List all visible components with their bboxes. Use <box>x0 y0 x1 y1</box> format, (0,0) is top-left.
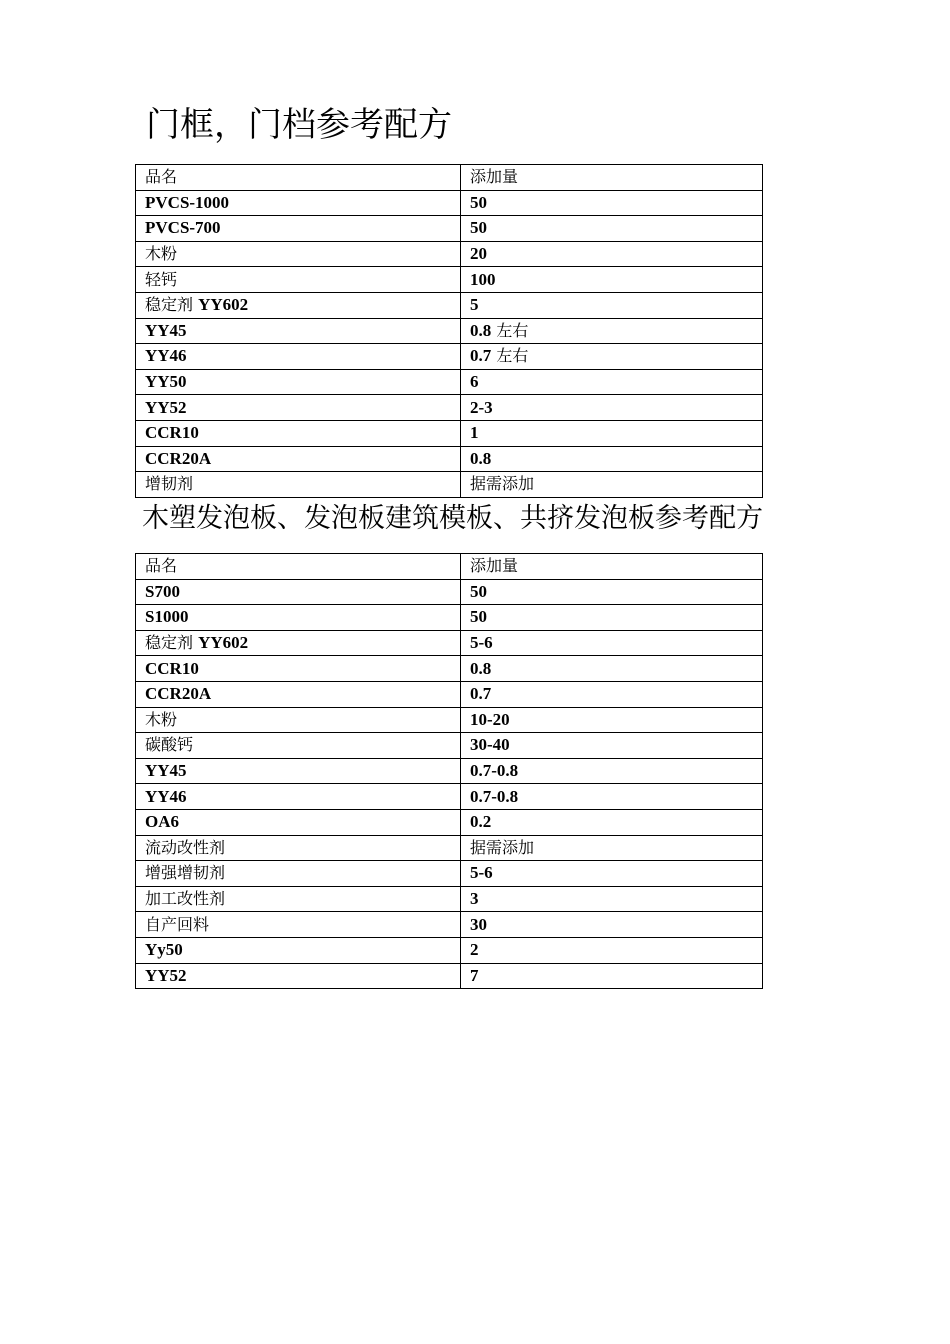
ingredient-name-cell: 碳酸钙 <box>136 733 461 759</box>
amount-value: 5-6 <box>470 633 493 653</box>
table-row <box>136 446 763 472</box>
amount-cell <box>461 344 763 370</box>
recipe-table-foam-board <box>135 553 763 989</box>
amount-cell <box>461 861 763 887</box>
amount-cell <box>461 733 763 759</box>
amount-value: 20 <box>470 244 487 264</box>
amount-value: 10-20 <box>470 709 510 729</box>
table-row <box>136 784 763 810</box>
amount-cell <box>461 758 763 784</box>
amount-cell <box>461 656 763 682</box>
amount-cell <box>461 420 763 446</box>
amount-cell <box>461 784 763 810</box>
table-row <box>136 344 763 370</box>
amount-cell <box>461 912 763 938</box>
table-row <box>136 267 763 293</box>
amount-value: 7 <box>470 965 479 985</box>
ingredient-name-cell: YY45 <box>136 318 461 344</box>
amount-cell: 据需添加 <box>461 835 763 861</box>
amount-value: 3 <box>470 889 479 909</box>
table-row <box>136 630 763 656</box>
ingredient-name-cell: YY50 <box>136 369 461 395</box>
table-row <box>136 472 763 498</box>
table-row <box>136 758 763 784</box>
ingredient-name-cell: PVCS-1000 <box>136 190 461 216</box>
amount-cell <box>461 190 763 216</box>
table-row <box>136 292 763 318</box>
table-row <box>136 605 763 631</box>
amount-value: 1 <box>470 423 479 443</box>
ingredient-name-cell: YY46 <box>136 344 461 370</box>
ingredient-name-cell: 木粉 <box>136 241 461 267</box>
table-row <box>136 733 763 759</box>
column-header-amount: 添加量 <box>461 554 763 580</box>
amount-cell <box>461 605 763 631</box>
table-row <box>136 835 763 861</box>
table-row <box>136 656 763 682</box>
amount-cell <box>461 681 763 707</box>
amount-cell <box>461 216 763 242</box>
amount-value: 0.7-0.8 <box>470 761 519 781</box>
table-row <box>136 707 763 733</box>
ingredient-name-cell: CCR20A <box>136 446 461 472</box>
table-row <box>136 420 763 446</box>
ingredient-name-cell: 流动改性剂 <box>136 835 461 861</box>
amount-value: 30 <box>470 914 487 934</box>
table-row <box>136 216 763 242</box>
section-title-door-frame: 门框，门档参考配方 <box>146 105 452 145</box>
table-row <box>136 369 763 395</box>
ingredient-name-cell: CCR10 <box>136 420 461 446</box>
amount-value: 0.8 <box>470 658 492 678</box>
table-row <box>136 809 763 835</box>
section-title-foam-board: 木塑发泡板、发泡板建筑模板、共挤发泡板参考配方 <box>142 503 763 534</box>
recipe-table-body <box>136 165 763 498</box>
amount-value: 5 <box>470 295 479 315</box>
ingredient-name-cell: 增强增韧剂 <box>136 861 461 887</box>
amount-cell <box>461 579 763 605</box>
ingredient-name-cell: YY45 <box>136 758 461 784</box>
table-row <box>136 241 763 267</box>
table-row <box>136 861 763 887</box>
amount-value: 50 <box>470 218 487 238</box>
table-row <box>136 190 763 216</box>
amount-suffix: 左右 <box>491 320 529 340</box>
amount-cell <box>461 809 763 835</box>
ingredient-code: YY602 <box>198 633 249 653</box>
table-header-row <box>136 165 763 191</box>
amount-cell <box>461 241 763 267</box>
ingredient-name-cell: S700 <box>136 579 461 605</box>
ingredient-name-cell: 轻钙 <box>136 267 461 293</box>
column-header-name: 品名 <box>136 554 461 580</box>
table-row <box>136 886 763 912</box>
amount-value: 0.8 <box>470 320 492 340</box>
amount-cell: 据需添加 <box>461 472 763 498</box>
amount-value: 0.7 <box>470 684 492 704</box>
column-header-name: 品名 <box>136 165 461 191</box>
table-row <box>136 937 763 963</box>
table-row <box>136 579 763 605</box>
amount-cell <box>461 937 763 963</box>
amount-value: 0.7 <box>470 346 492 366</box>
column-header-amount: 添加量 <box>461 165 763 191</box>
ingredient-name-cell: 木粉 <box>136 707 461 733</box>
amount-cell <box>461 318 763 344</box>
amount-value: 30-40 <box>470 735 510 755</box>
ingredient-name-cell: YY52 <box>136 963 461 989</box>
ingredient-name-cell <box>136 630 461 656</box>
table-header-row <box>136 554 763 580</box>
ingredient-name-cell: CCR20A <box>136 681 461 707</box>
amount-cell <box>461 963 763 989</box>
amount-value: 2 <box>470 940 479 960</box>
ingredient-name-text: 稳定剂 <box>145 295 199 315</box>
ingredient-name-cell: S1000 <box>136 605 461 631</box>
table-row <box>136 318 763 344</box>
recipe-table-body <box>136 554 763 989</box>
amount-cell <box>461 267 763 293</box>
amount-value: 50 <box>470 192 487 212</box>
ingredient-name-cell: YY52 <box>136 395 461 421</box>
amount-cell <box>461 886 763 912</box>
amount-value: 5-6 <box>470 863 493 883</box>
amount-cell <box>461 395 763 421</box>
ingredient-name-cell: PVCS-700 <box>136 216 461 242</box>
amount-value: 2-3 <box>470 397 493 417</box>
amount-value: 0.7-0.8 <box>470 786 519 806</box>
amount-cell <box>461 630 763 656</box>
recipe-table-door-frame <box>135 164 763 498</box>
amount-value: 100 <box>470 269 496 289</box>
ingredient-name-cell: YY46 <box>136 784 461 810</box>
amount-cell <box>461 369 763 395</box>
amount-value: 50 <box>470 607 487 627</box>
table-row <box>136 681 763 707</box>
ingredient-name-cell: CCR10 <box>136 656 461 682</box>
ingredient-name-cell: 增韧剂 <box>136 472 461 498</box>
amount-value: 50 <box>470 581 487 601</box>
ingredient-name-text: 稳定剂 <box>145 633 199 653</box>
table-row <box>136 395 763 421</box>
amount-value: 6 <box>470 372 479 392</box>
amount-suffix: 左右 <box>491 346 529 366</box>
ingredient-name-cell: 加工改性剂 <box>136 886 461 912</box>
table-row <box>136 912 763 938</box>
ingredient-name-cell <box>136 292 461 318</box>
ingredient-code: YY602 <box>198 295 249 315</box>
amount-cell <box>461 292 763 318</box>
ingredient-name-cell: Yy50 <box>136 937 461 963</box>
amount-value: 0.2 <box>470 812 492 832</box>
table-row <box>136 963 763 989</box>
amount-cell <box>461 446 763 472</box>
amount-value: 0.8 <box>470 448 492 468</box>
amount-cell <box>461 707 763 733</box>
ingredient-name-cell: OA6 <box>136 809 461 835</box>
ingredient-name-cell: 自产回料 <box>136 912 461 938</box>
